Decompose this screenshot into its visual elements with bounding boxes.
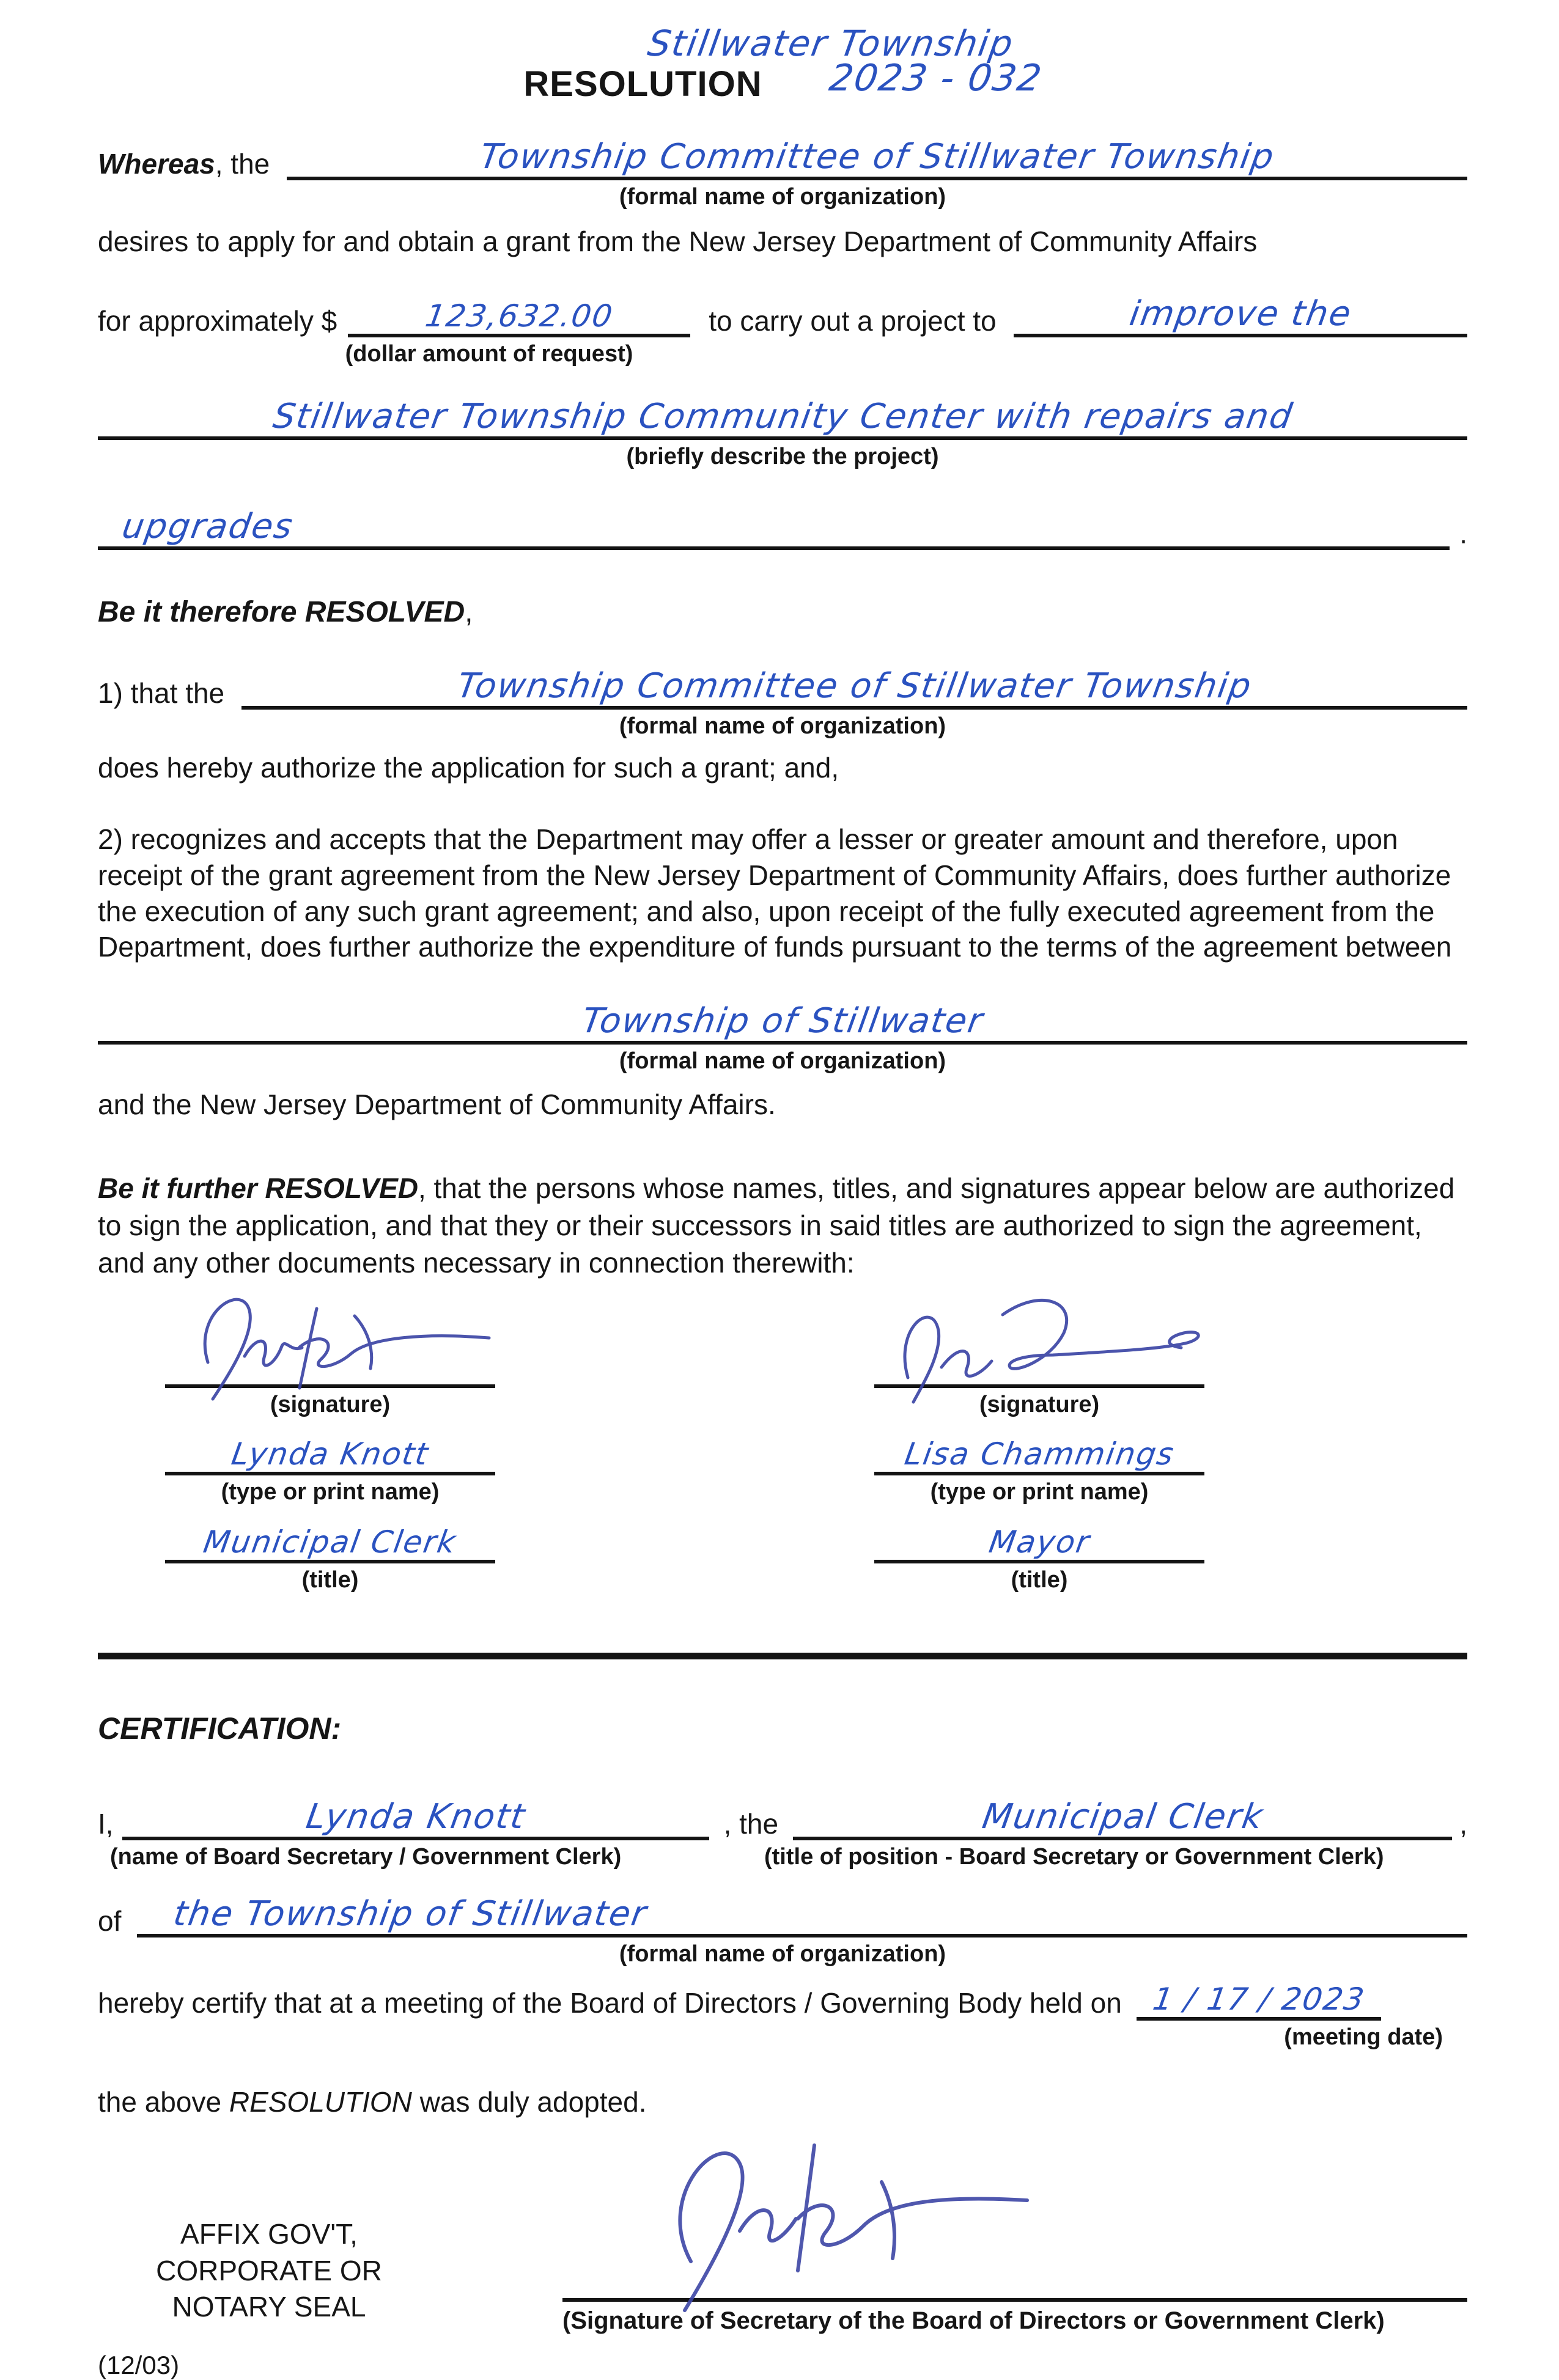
seal-line-2: CORPORATE OR — [156, 2254, 382, 2286]
seal-and-signature-row — [98, 2210, 1467, 2335]
form-revision-footer: (12/03) — [98, 2350, 180, 2379]
resolved-section-1 — [98, 595, 1467, 786]
document-header — [98, 23, 1467, 105]
meeting-date-blank — [1137, 1981, 1381, 2021]
grant-intent-line: desires to apply for and obtain a grant from the New Jersey Department of Community Affairs — [98, 225, 1258, 257]
handwritten-project-1: improve the — [1126, 294, 1355, 334]
mayor-title-line — [874, 1524, 1204, 1563]
clerk-printed-name-label: (type or print name) — [221, 1479, 440, 1505]
agreement-org-blank — [98, 1001, 1467, 1045]
cert-name-blank — [122, 1796, 709, 1840]
clerk-printed-name-line — [165, 1436, 495, 1475]
mayor-printed-name-line — [874, 1436, 1204, 1475]
clerk-title-line — [165, 1524, 495, 1563]
secretary-signature-label: (Signature of Secretary of the Board of Directors or Government Clerk) — [562, 2307, 1385, 2334]
handwritten-resolution-number: 2023 - 032 — [826, 57, 1045, 100]
whereas-lead: Whereas — [98, 148, 215, 180]
amount-prefix: for approximately $ — [98, 305, 337, 337]
handwritten-cert-title: Municipal Clerk — [979, 1796, 1267, 1837]
handwritten-clerk-title: Municipal Clerk — [201, 1524, 460, 1560]
secretary-signature-line — [562, 2210, 1467, 2302]
cert-org-blank — [137, 1894, 1467, 1937]
certify-line: hereby certify that at a meeting of the Board of Directors / Governing Body held on — [98, 1986, 1122, 2019]
handwritten-org-name: Township Committee of Stillwater Township — [477, 137, 1278, 177]
agreement-org-section — [98, 1001, 1467, 1122]
certification-heading: CERTIFICATION: — [98, 1711, 342, 1746]
cert-title-label: (title of position - Board Secretary or Government Clerk) — [764, 1843, 1384, 1870]
org-name-label: (formal name of organization) — [619, 184, 946, 210]
seal-line-1: AFFIX GOV'T, — [180, 2217, 358, 2250]
project-blank-2 — [98, 396, 1467, 440]
amount-label: (dollar amount of request) — [345, 341, 633, 367]
certification-section — [98, 1711, 1467, 2380]
njdca-line: and the New Jersey Department of Community Affairs. — [98, 1088, 776, 1120]
seal-instructions — [98, 2210, 440, 2335]
cert-name-label: (name of Board Secretary / Government Clerk) — [110, 1843, 622, 1870]
adopted-pre: the above — [98, 2085, 229, 2118]
resolved2-text: , that the persons whose names, titles, and signatures appear below are authorized to sign the application, and that they or their successors in said titles are authorized to sign the agreement, and any other documents necessary in connection therewith: — [98, 1172, 1455, 1279]
adopted-post: was duly adopted. — [411, 2085, 647, 2118]
mayor-printed-name-label: (type or print name) — [930, 1479, 1149, 1505]
handwritten-org-name-2: Township Committee of Stillwater Township — [454, 666, 1255, 706]
org-name-blank — [287, 137, 1467, 180]
amount-blank — [348, 298, 690, 337]
secretary-signature-area — [440, 2210, 1467, 2335]
cert-comma: , — [1459, 1807, 1467, 1840]
signature-block — [98, 1355, 1467, 1594]
handwritten-meeting-date: 1 / 17 / 2023 — [1150, 1981, 1368, 2018]
cert-title-blank — [793, 1796, 1452, 1840]
resolved2-heading: Be it further RESOLVED — [98, 1172, 418, 1205]
whereas-lead-suffix: , the — [215, 148, 270, 180]
handwritten-cert-name: Lynda Knott — [303, 1796, 529, 1837]
adopted-line — [98, 2085, 1467, 2118]
handwritten-project-2: Stillwater Township Community Center with repairs and — [270, 396, 1296, 436]
resolved-section-2 — [98, 1170, 1467, 1281]
mayor-title-label: (title) — [1011, 1566, 1068, 1593]
project-prefix: to carry out a project to — [709, 305, 997, 337]
cert-i-prefix: I, — [98, 1807, 114, 1840]
handwritten-clerk-name: Lynda Knott — [229, 1436, 432, 1472]
handwritten-project-3: upgrades — [119, 506, 297, 546]
project-label: (briefly describe the project) — [626, 443, 939, 469]
agreement-org-label: (formal name of organization) — [619, 1048, 946, 1074]
mayor-signature-label: (signature) — [979, 1391, 1100, 1417]
cert-the: , the — [723, 1807, 779, 1840]
project-blank-3 — [98, 506, 1450, 550]
org-name-label-2: (formal name of organization) — [619, 713, 946, 739]
seal-line-3: NOTARY SEAL — [172, 2291, 366, 2323]
section-divider — [98, 1653, 1467, 1659]
handwritten-mayor-name: Lisa Chammings — [902, 1436, 1178, 1472]
handwritten-township-name: Stillwater Township — [644, 23, 1017, 64]
whereas-section — [98, 137, 1467, 550]
resolved1-heading: Be it therefore RESOLVED — [98, 595, 465, 628]
clerk-signature-line — [165, 1355, 495, 1388]
mayor-signature-line — [874, 1355, 1204, 1388]
handwritten-agreement-org: Township of Stillwater — [579, 1001, 987, 1041]
paragraph-2: 2) recognizes and accepts that the Department may offer a lesser or greater amount and therefore, upon receipt of the grant agreement from the New Jersey Department of Community Affairs, does further authorize the execution of any such grant agreement; and also, upon receipt of the fully executed agreement from the Department, does further authorize the expenditure of funds pursuant to the terms of the agreement between — [98, 823, 1452, 963]
handwritten-cert-org: the Township of Stillwater — [171, 1894, 651, 1934]
clerk-title-label: (title) — [301, 1566, 359, 1593]
page-title: RESOLUTION — [523, 64, 762, 104]
handwritten-amount: 123,632.00 — [422, 298, 616, 334]
signer-column-clerk — [165, 1355, 495, 1594]
sentence-period: . — [1459, 517, 1467, 549]
project-blank-1 — [1014, 294, 1467, 337]
authorize-line: does hereby authorize the application for such a grant; and, — [98, 752, 839, 784]
signer-column-mayor — [874, 1355, 1204, 1594]
cert-org-label: (formal name of organization) — [619, 1941, 946, 1967]
handwritten-mayor-title: Mayor — [986, 1524, 1093, 1560]
cert-of: of — [98, 1905, 122, 1937]
adopted-word: RESOLUTION — [229, 2085, 412, 2118]
item1-prefix: 1) that the — [98, 677, 225, 709]
org-name-blank-2 — [241, 666, 1467, 710]
meeting-date-label: (meeting date) — [1284, 2024, 1443, 2051]
clerk-signature-label: (signature) — [270, 1391, 391, 1417]
resolved1-comma: , — [465, 595, 473, 628]
